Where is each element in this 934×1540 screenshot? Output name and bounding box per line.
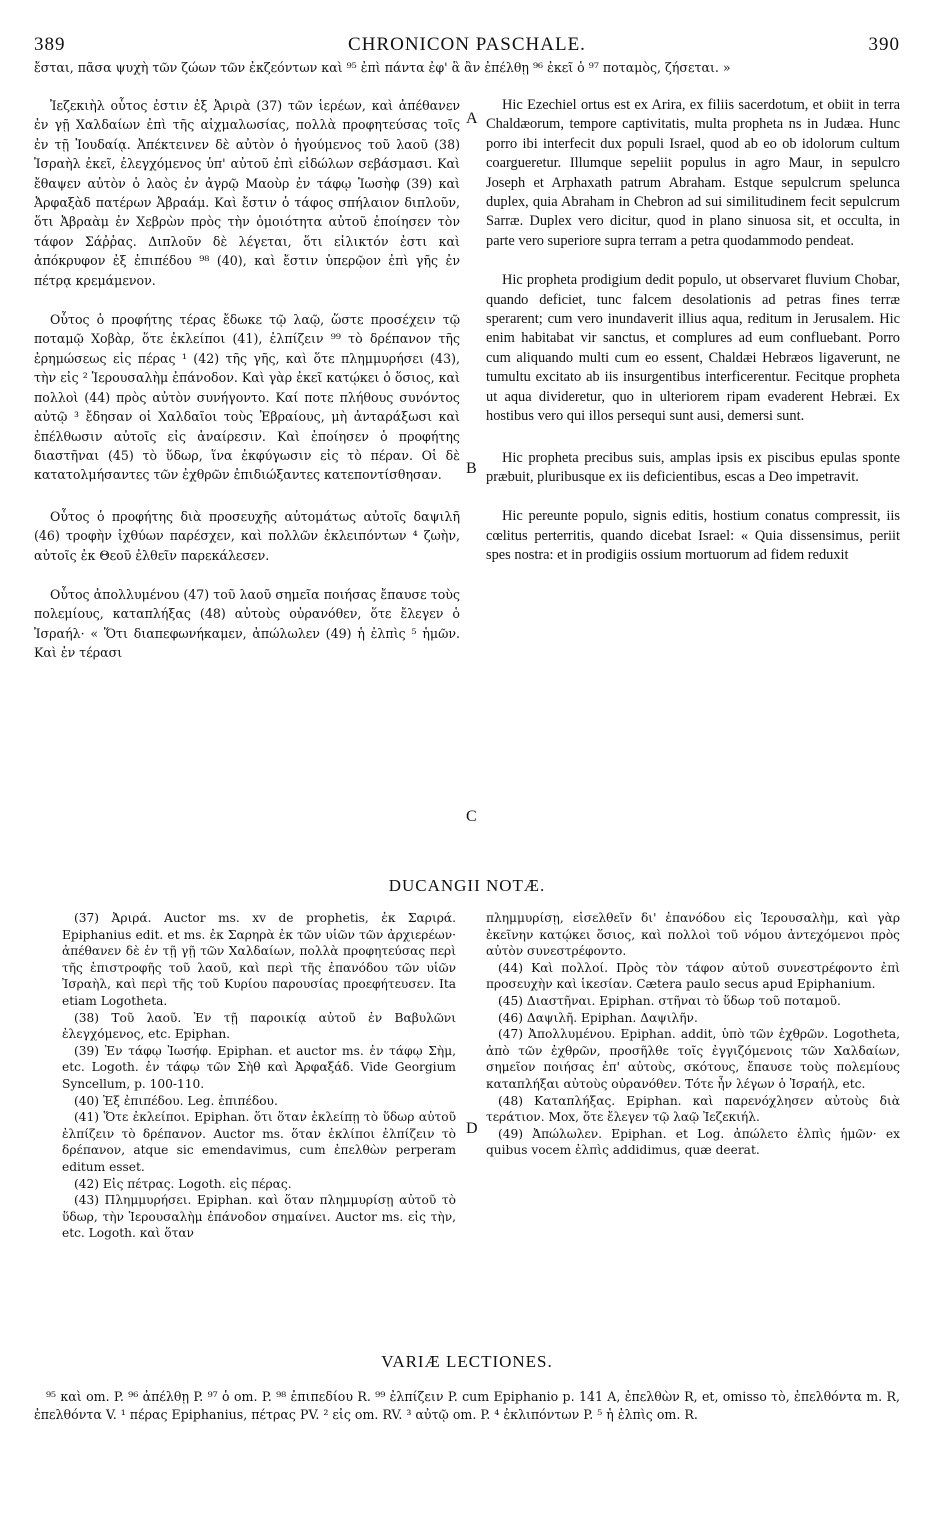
note-item: (44) Καὶ πολλοί. Πρὸς τὸν τάφον αὐτοῦ συνεστρέφοντο ἐπὶ προσευχὴν καὶ ἱκεσίαν. Cætera paulo secus apud Epiphanium. [486, 960, 900, 992]
note-item: (37) Ἀριρά. Auctor ms. xv de prophetis, ἐκ Σαριρά. Epiphanius edit. et ms. ἐκ Σαρηρὰ ἐκ τῶν υἱῶν τῶν ἀρχιερέων· ἀπέθανεν δὲ ἐν τῇ γῇ τῶν Χαλδαίων, πολλὰ προφητεύσας περὶ τῆς ἐπιστροφῆς τοῦ λαοῦ, καὶ περὶ τῆς ἐπανόδου τῶν υἱῶν Ἰσραὴλ, καὶ περὶ τῆς τοῦ Κυρίου παρουσίας προεφήτευσεν. Ita etiam Logotheta. [62, 911, 456, 1008]
latin-paragraph: Hic propheta prodigium dedit populo, ut observaret fluvium Chobar, quando deficiet, tunc falcem desolationis ad petras fines terræ sperarent; cum vero inundaverit illius aqua, reditum in Jerusalem. Hic enim habitabat vir sanctus, et complures ad eum confluebant. Porro cum aliquando multi cum eo essent, Chaldæi Hebræos ligaverunt, ne tumultu excitato ab iis insurgentibus interficerentur. Fecitque propheta ut aqua divideretur, quo in ulteriorem ripam evaderent Hebræi. Ex hostibus vero qui illos persequi sunt ausi, demersi sunt. [486, 272, 900, 425]
continuation-line: ἔσται, πᾶσα ψυχὴ τῶν ζώων τῶν ἐκζεόντων καὶ ⁹⁵ ἐπὶ πάντα ἐφ' ἃ ἂν ἐπέλθῃ ⁹⁶ ἐκεῖ ὁ ⁹⁷ ποταμὸς, ζήσεται. » [34, 60, 731, 75]
margin-marker-c: C [466, 808, 477, 825]
note-item: (39) Ἐν τάφῳ Ἰωσήφ. Epiphan. et auctor ms. ἐν τάφῳ Σὴμ, etc. Logoth. ἐν τάφῳ τῶν Σὴθ καὶ Ἀρφαξάδ. Vide Georgium Syncellum, p. 100-110. [62, 1043, 456, 1091]
variae-title: VARIÆ LECTIONES. [381, 1352, 553, 1371]
running-head [34, 34, 900, 56]
greek-paragraph: Οὗτος ἀπολλυμένου (47) τοῦ λαοῦ σημεῖα ποιήσας ἔπαυσε τοὺς πολεμίους, καταπλήξας (48) αὐτοὺς οὐρανόθεν, ὅτε ἔλεγεν ὁ Ἰσραήλ· « Ὅτι διαπεφωνήκαμεν, ἀπώλωλεν (49) ἡ ἐλπὶς ⁵ ἡμῶν. Καὶ ἐν τέρασι [34, 586, 460, 661]
latin-paragraph: Hic propheta precibus suis, amplas ipsis ex piscibus epulas sponte præbuit, pluribusque ex iis deficientibus, escas a Deo impetravit. [486, 449, 900, 485]
note-item: (43) Πλημμυρήσει. Epiphan. καὶ ὅταν πλημμυρίσῃ αὐτοῦ τὸ ὕδωρ, τὴν Ἱερουσαλὴμ ἐπάνοδον σημαίνει. Auctor ms. εἰς τὴν, etc. Logoth. καὶ ὅταν [62, 1193, 456, 1241]
greek-paragraph: Οὗτος ὁ προφήτης διὰ προσευχῆς αὐτομάτως αὐτοῖς δαψιλῆ (46) τροφὴν ἰχθύων παρέσχεν, καὶ πολλῶν ἐκλειπόντων ⁴ ζωὴν, αὐτοῖς ἐκ Θεοῦ ἐλθεῖν παρεκάλεσεν. [34, 508, 460, 563]
margin-marker-d: D [466, 1120, 478, 1137]
latin-paragraph: Hic pereunte populo, signis editis, hostium conatus compressit, iis cœlitus perterritis, quando dicebat Israel: « Quia dissensimus, periit spes nostra: et in prodigiis ossium mortuorum ad fidem reduxit [486, 508, 900, 564]
page-title: CHRONICON PASCHALE. [348, 34, 586, 55]
notes-right-column [486, 910, 900, 1159]
latin-column [486, 96, 900, 566]
margin-marker-b: B [466, 460, 477, 477]
note-item: (38) Τοῦ λαοῦ. Ἐν τῇ παροικίᾳ αὐτοῦ ἐν Βαβυλῶνι ἐλεγχόμενος, etc. Epiphan. [62, 1010, 456, 1042]
note-item: πλημμυρίσῃ, εἰσελθεῖν δι' ἐπανόδου εἰς Ἱερουσαλὴμ, καὶ γὰρ ἐκεῖνην κατῴκει ὅσιος, καὶ πολλοὶ τοῦ νόμου ἀντεχόμενοι πρὸς αὐτὸν συνεστρέφοντο. [486, 911, 900, 959]
note-item: (49) Ἀπώλωλεν. Epiphan. et Log. ἀπώλετο ἐλπὶς ἡμῶν· ex quibus vocem ἐλπὶς addidimus, quæ deerat. [486, 1126, 900, 1158]
notes-left-column [62, 910, 456, 1242]
margin-marker-a: A [466, 110, 478, 127]
page-number-left: 389 [34, 34, 66, 55]
note-item: (48) Καταπλήξας. Epiphan. καὶ παρενόχλησεν αὐτοὺς διὰ τεράτιον. Mox, ὅτε ἔλεγεν τῷ λαῷ Ἰεζεκιήλ. [486, 1093, 900, 1125]
note-item: (47) Ἀπολλυμένου. Epiphan. addit, ὑπὸ τῶν ἐχθρῶν. Logotheta, ἀπὸ τῶν ἐχθρῶν, προσῆλθε τοῖς ἐγγιζόμενοις τῶν Χαλδαίων, σημεῖον ποιήσας ἐπ' αὐτοὺς, σκότους, ἔπαυσε τοὺς πολεμίους καταπλήξαι αὐτοὺς οὐρανόθεν. Τότε ἦν λέγων ὁ Ἰσραήλ, etc. [486, 1027, 900, 1091]
note-item: (41) Ὅτε ἐκλείποι. Epiphan. ὅτι ὅταν ἐκλείπῃ τὸ ὕδωρ αὐτοῦ ἐλπίζειν τὸ δρέπανον. Auctor ms. ὅταν ἐκλίποι ἐλπίζειν τὸ δρέπανον, atque sic emendavimus, cum ἐπελθὼν perperam editum esset. [62, 1110, 456, 1174]
greek-column [34, 96, 460, 663]
note-item: (40) Ἐξ ἐπιπέδου. Leg. ἐπιπέδου. [74, 1093, 278, 1108]
note-item: (45) Διαστῆναι. Epiphan. στῆναι τὸ ὕδωρ τοῦ ποταμοῦ. [498, 993, 841, 1008]
greek-paragraph: Οὗτος ὁ προφήτης τέρας ἔδωκε τῷ λαῷ, ὥστε προσέχειν τῷ ποταμῷ Χοβὰρ, ὅτε ἐκλείποι (41), ἐλπίζειν ⁹⁹ τὸ δρέπανον τῆς ἐρημώσεως εἰς πέρας ¹ (42) τῆς γῆς, καὶ ὅτε πλημμυρήσει (43), τὴν εἰς ² Ἱερουσαλὴμ ἐπάνοδον. Καὶ γὰρ ἐκεῖ κατῴκει ὁ ὅσιος, καὶ πολλοὶ (44) πρὸς αὐτὸν συνήγοντο. Καί ποτε πλήθους συνόντος αὐτῷ ³ ἔδησαν οἱ Χαλδαῖοι τοὺς Ἑβραίους, μὴ ἀνταράξωσι καὶ ἐπέλθωσιν αὐτοῖς εἰς ἀναίρεσιν. Καὶ ἐποίησεν ὁ προφήτης διαστῆναι (45) τὸ ὕδωρ, ἵνα ἐκφύγωσιν εἰς τὸ πέραν. Οἱ δὲ κατατολμήσαντες τῶν ἐχθρῶν ἐπιδιώξαντες κατεποντίσθησαν. [34, 312, 460, 483]
greek-paragraph: Ἰεζεκιὴλ οὗτος ἐστιν ἐξ Ἀριρὰ (37) τῶν ἱερέων, καὶ ἀπέθανεν ἐν γῇ Χαλδαίων ἐπὶ τῆς αἰχμαλωσίας, πολλὰ προφητεύσας τοῖς ἐν τῇ Ἰουδαίᾳ. Ἀπέκτεινεν δὲ αὐτὸν ὁ ἡγούμενος τοῦ λαοῦ (38) Ἰσραὴλ ἐκεῖ, ἐλεγχόμενος ὑπ' αὐτοῦ ἐπὶ εἰδώλων σεβάσμασι. Καὶ ἔθαψεν αὐτὸν ὁ λαὸς ἐν ἀγρῷ Μαοὺρ ἐν τάφῳ Ἰωσὴφ (39) καὶ Ἀρφαξὰδ πατέρων Ἀβραάμ. Καὶ ἔστιν ὁ τάφος σπήλαιον διπλοῦν, ὅτι Ἀβραὰμ ἐν Χεβρὼν πρὸς τὴν ὁμοιότητα αὐτοῦ ἐποίησεν τὸν τάφον Σάῤῥας. Διπλοῦν δὲ λέγεται, ὅτι εἰλικτόν ἐστι καὶ ἀπόκρυφον ἐξ ἐπιπέδου ⁹⁸ (40), καὶ ἔστιν ὑπερῷον ἐπὶ γῆς ἐν πέτρᾳ κρεμάμενον. [34, 98, 460, 288]
latin-paragraph: Hic Ezechiel ortus est ex Arira, ex filiis sacerdotum, et obiit in terra Chaldæorum, tempore captivitatis, multa propheta ns in Judæa. Hunc porro ibi interfecit dux populi Israel, quod ab eo ob idolorum cultum coargueretur. Illumque sepeliit populus in agro Maur, in sepulcro Joseph et Arphaxath patrum Abraham. Estque sepulcrum spelunca duplex, quia Abraham in Chebron ad sui similitudinem fecit sepulcrum Sarræ. Duplex vero dicitur, quod in plano sinuosa sit, et occulta, in parte vero superiore supra terram a petra quodammodo pendeat. [486, 97, 900, 249]
variae-text: ⁹⁵ καὶ om. P. ⁹⁶ ἀπέλθῃ P. ⁹⁷ ὁ om. P. ⁹⁸ ἐπιπεδίου R. ⁹⁹ ἐλπίζειν P. cum Epiphanio p. 141 A, ἐπελθὼν R, et, omisso τὸ, ἐπελθόντα m. R, ἐπελθόντα V. ¹ πέρας Epiphanius, πέτρας PV. ² εἰς om. RV. ³ αὐτῷ om. P. ⁴ ἐκλιπόντων P. ⁵ ἡ ἐλπὶς om. R. [34, 1389, 900, 1422]
page-number-right: 390 [868, 34, 900, 55]
note-item: (42) Εἰς πέτρας. Logoth. εἰς πέρας. [74, 1176, 292, 1191]
notes-title: DUCANGII NOTÆ. [388, 876, 546, 895]
note-item: (46) Δαψιλῆ. Epiphan. Δαψιλῆν. [498, 1010, 698, 1025]
variae-lectiones [34, 1388, 900, 1424]
